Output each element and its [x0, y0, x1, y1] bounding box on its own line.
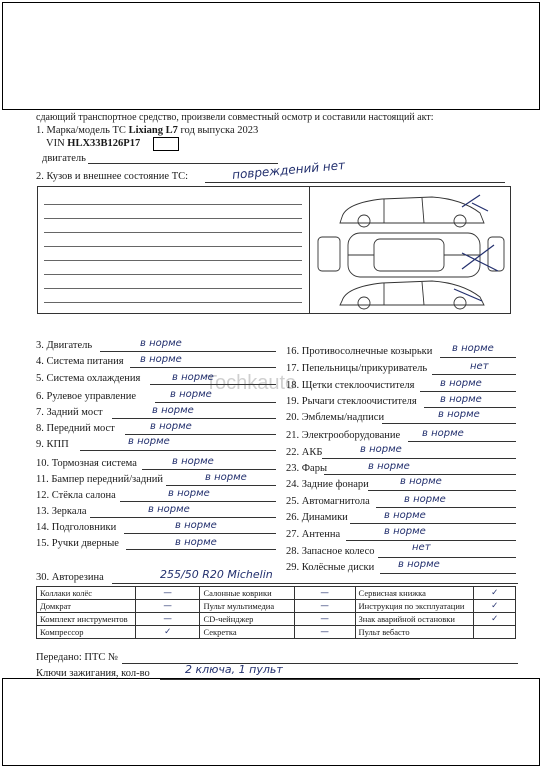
item-value: нет: [470, 361, 489, 372]
item-label: 5. Система охлаждения: [36, 373, 141, 384]
vin-line: VIN HLX33B126P17: [46, 138, 141, 149]
item-label: 28. Запасное колесо: [286, 546, 375, 557]
item-label: 19. Рычаги стеклоочистителя: [286, 396, 417, 407]
accessory-mark: —: [294, 587, 355, 600]
accessory-mark: [474, 626, 516, 639]
model-line: 1. Марка/модель ТС Lixiang L7 год выпуска 2023: [36, 125, 259, 136]
body-label: 2. Кузов и внешнее состояние ТС:: [36, 171, 189, 182]
keys-label: Ключи зажигания, кол-во: [36, 668, 150, 679]
bottom-redaction-box: [2, 678, 540, 766]
model-name: Lixiang L7: [128, 125, 178, 136]
accessory-label: Знак аварийной остановки: [355, 613, 474, 626]
item-label: 4. Система питания: [36, 356, 124, 367]
item-value: в норме: [422, 428, 464, 439]
item-value: в норме: [440, 394, 482, 405]
item-value: в норме: [384, 510, 426, 521]
item-value: в норме: [152, 405, 194, 416]
item-label: 3. Двигатель: [36, 340, 93, 351]
item-value: в норме: [360, 444, 402, 455]
item-label: 26. Динамики: [286, 512, 348, 523]
accessory-label: Сервисная книжка: [355, 587, 474, 600]
item-value: в норме: [128, 436, 170, 447]
body-note: повреждений нет: [231, 158, 346, 182]
accessory-mark: ✓: [474, 600, 516, 613]
accessory-mark: —: [294, 600, 355, 613]
accessory-label: Инструкция по эксплуатации: [355, 600, 474, 613]
item-value: в норме: [175, 520, 217, 531]
item-value: в норме: [205, 472, 247, 483]
damage-notes-area: [38, 187, 310, 313]
item-value: нет: [412, 542, 431, 553]
item-label: 16. Противосолнечные козырьки: [286, 346, 433, 357]
intro-text: сдающий транспортное средство, произвели совместный осмотр и составили настоящий акт:: [36, 112, 434, 123]
accessory-label: Салонные коврики: [200, 587, 294, 600]
item-value: в норме: [440, 378, 482, 389]
item-label: 10. Тормозная система: [36, 458, 137, 469]
item-value: в норме: [175, 537, 217, 548]
table-row: [37, 587, 516, 600]
item-label: 18. Щетки стеклоочистителя: [286, 380, 415, 391]
accessory-label: Домкрат: [37, 600, 136, 613]
accessory-label: Пульт мультимедиа: [200, 600, 294, 613]
accessory-label: Коллаки колёс: [37, 587, 136, 600]
engine-label: двигатель: [42, 153, 86, 164]
table-row: [37, 613, 516, 626]
item-label: 29. Колёсные диски: [286, 562, 375, 573]
accessory-label: Компрессор: [37, 626, 136, 639]
item-label: 24. Задние фонари: [286, 479, 369, 490]
item-value: в норме: [384, 526, 426, 537]
item-label: 14. Подголовники: [36, 522, 117, 533]
item-label: 7. Задний мост: [36, 407, 103, 418]
accessory-mark: —: [135, 587, 200, 600]
item-label: 23. Фары: [286, 463, 328, 474]
item-value: в норме: [150, 421, 192, 432]
item-value: в норме: [404, 494, 446, 505]
table-row: [37, 626, 516, 639]
accessories-table: [36, 586, 516, 639]
item-label: 17. Пепельницы/прикуриватель: [286, 363, 428, 374]
accessory-label: Комплект инструментов: [37, 613, 136, 626]
accessory-label: Пульт вебасто: [355, 626, 474, 639]
item-label: 21. Электрооборудование: [286, 430, 401, 441]
item-label: 8. Передний мост: [36, 423, 115, 434]
item-label: 15. Ручки дверные: [36, 538, 119, 549]
accessory-mark: ✓: [135, 626, 200, 639]
item-value: в норме: [172, 456, 214, 467]
item-label: 11. Бампер передний/задний: [36, 474, 164, 485]
item-label: 9. КПП: [36, 439, 69, 450]
accessory-mark: —: [135, 613, 200, 626]
item-value: в норме: [140, 354, 182, 365]
accessory-label: CD-чейнджер: [200, 613, 294, 626]
item-value: в норме: [148, 504, 190, 515]
tires-label: 30. Авторезина: [36, 572, 104, 583]
vin-redaction: [153, 137, 179, 151]
item-value: в норме: [172, 372, 214, 383]
item-value: в норме: [452, 343, 494, 354]
item-value: в норме: [398, 559, 440, 570]
tires-value: 255/50 R20 Michelin: [160, 568, 273, 581]
pts-label: Передано: ПТС №: [36, 652, 119, 663]
item-label: 6. Рулевое управление: [36, 391, 136, 402]
accessory-mark: —: [294, 613, 355, 626]
accessory-label: Секретка: [200, 626, 294, 639]
model-year: 2023: [237, 125, 259, 136]
item-label: 25. Автомагнитола: [286, 496, 370, 507]
item-value: в норме: [438, 409, 480, 420]
item-value: в норме: [368, 461, 410, 472]
accessory-mark: ✓: [474, 613, 516, 626]
accessory-mark: —: [294, 626, 355, 639]
item-value: в норме: [400, 476, 442, 487]
accessory-mark: —: [135, 600, 200, 613]
top-redaction-box: [2, 2, 540, 110]
item-label: 20. Эмблемы/надписи: [286, 412, 385, 423]
table-row: [37, 600, 516, 613]
item-label: 13. Зеркала: [36, 506, 87, 517]
item-label: 22. АКБ: [286, 447, 323, 458]
car-diagram-icon: [312, 189, 508, 311]
keys-value: 2 ключа, 1 пульт: [185, 663, 283, 676]
item-label: 12. Стёкла салона: [36, 490, 116, 501]
item-value: в норме: [168, 488, 210, 499]
item-value: в норме: [140, 338, 182, 349]
item-label: 27. Антенна: [286, 529, 341, 540]
item-value: в норме: [170, 389, 212, 400]
accessory-mark: ✓: [474, 587, 516, 600]
vin-value: HLX33B126P17: [67, 138, 141, 149]
watermark-logo: Tochkauto: [205, 372, 297, 394]
body-damage-panel: [37, 186, 511, 314]
